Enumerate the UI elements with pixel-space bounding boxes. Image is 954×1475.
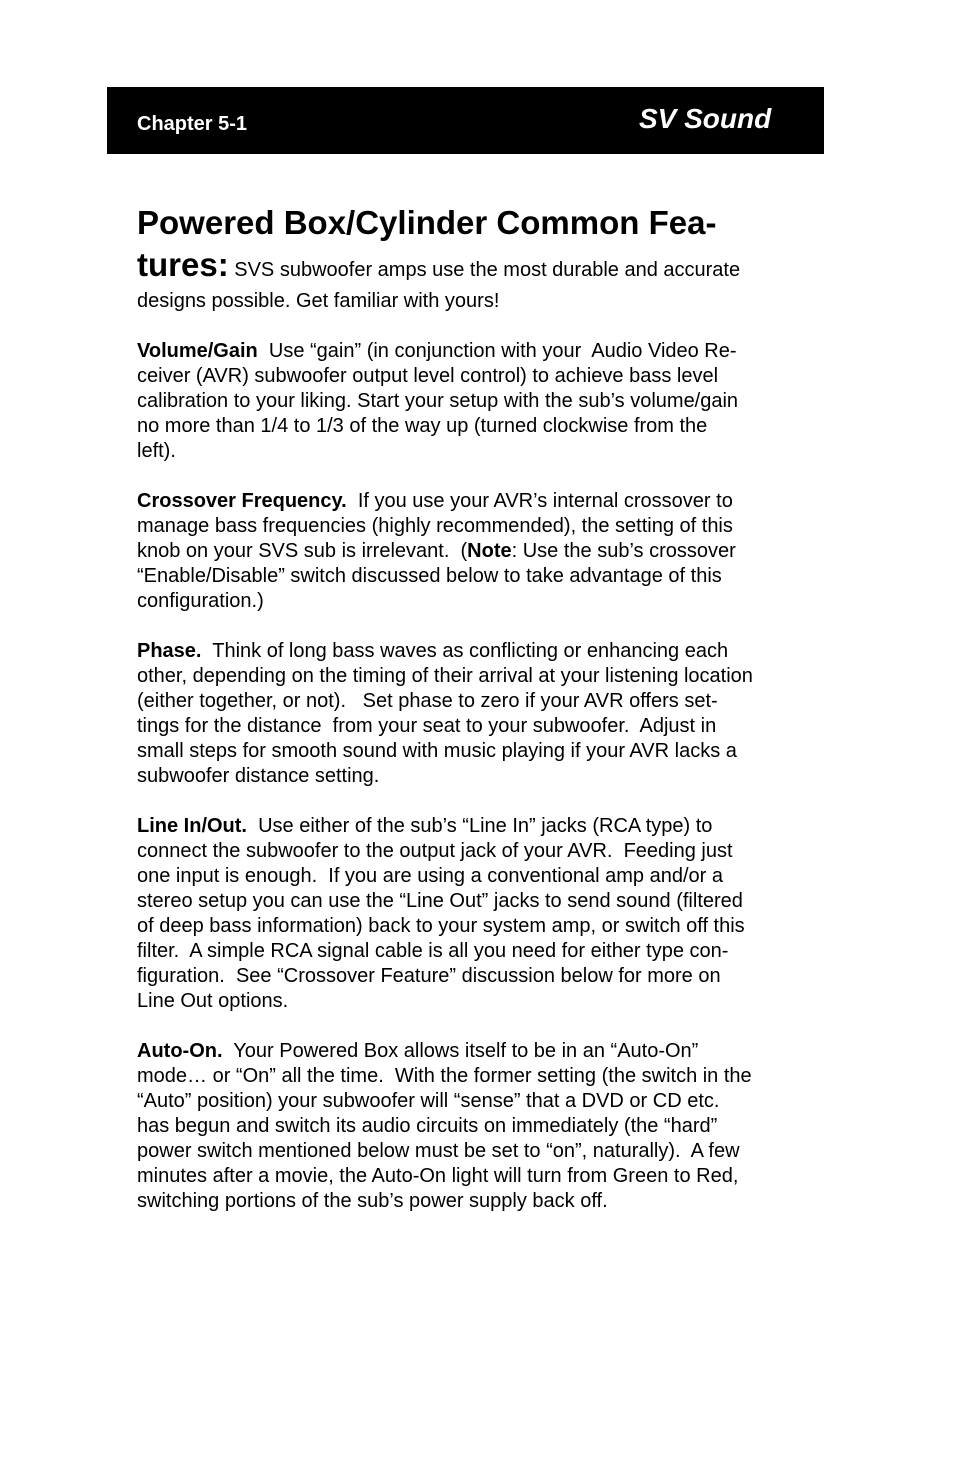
line-in-out-line-7: figuration. See “Crossover Feature” discussion below for more on bbox=[137, 965, 721, 987]
crossover-line-3 bbox=[137, 539, 817, 564]
crossover-line-2: manage bass frequencies (highly recommended), the setting of this bbox=[137, 515, 733, 537]
line-in-out-line-6: filter. A simple RCA signal cable is all you need for either type con- bbox=[137, 940, 729, 962]
auto-on-line-4: has begun and switch its audio circuits on immediately (the “hard” bbox=[137, 1115, 718, 1137]
intro-text: SVS subwoofer amps use the most durable and accurate bbox=[234, 259, 741, 281]
line-in-out-line-4: stereo setup you can use the “Line Out” jacks to send sound (filtered bbox=[137, 890, 743, 912]
intro-text-line: designs possible. Get familiar with yours! bbox=[137, 290, 500, 312]
auto-on-line-7: switching portions of the sub’s power supply back off. bbox=[137, 1190, 608, 1212]
line-in-out-line-3: one input is enough. If you are using a conventional amp and/or a bbox=[137, 865, 723, 887]
line-in-out-line-8: Line Out options. bbox=[137, 990, 289, 1012]
phase-line-6: subwoofer distance setting. bbox=[137, 765, 380, 787]
auto-on-text: Your Powered Box allows itself to be in an “Auto-On” bbox=[222, 1040, 699, 1062]
line-in-out-text: Use either of the sub’s “Line In” jacks (RCA type) to bbox=[247, 815, 713, 837]
line-in-out-line-1 bbox=[137, 814, 817, 839]
crossover-line-1 bbox=[137, 489, 817, 514]
section-line-in-out bbox=[137, 814, 817, 1014]
crossover-line-4: “Enable/Disable” switch discussed below to take advantage of this bbox=[137, 565, 722, 587]
page-title: Powered Box/Cylinder Common Fea- bbox=[137, 204, 717, 241]
volume-gain-text: Use “gain” (in conjunction with your Audio Video Re- bbox=[257, 340, 737, 362]
crossover-text-pre-note: knob on your SVS sub is irrelevant. ( bbox=[137, 540, 468, 562]
auto-on-term: Auto-On. bbox=[137, 1040, 223, 1062]
auto-on-line-2: mode… or “On” all the time. With the former setting (the switch in the bbox=[137, 1065, 752, 1087]
section-volume-gain bbox=[137, 339, 817, 464]
auto-on-line-1 bbox=[137, 1039, 817, 1064]
volume-gain-line-2: ceiver (AVR) subwoofer output level control) to achieve bass level bbox=[137, 365, 719, 387]
phase-line-3: (either together, or not). Set phase to zero if your AVR offers set- bbox=[137, 690, 718, 712]
phase-line-1 bbox=[137, 639, 817, 664]
title-continuation-line bbox=[137, 246, 817, 289]
auto-on-line-3: “Auto” position) your subwoofer will “sense” that a DVD or CD etc. bbox=[137, 1090, 720, 1112]
crossover-line-5: configuration.) bbox=[137, 590, 264, 612]
crossover-term: Crossover Frequency. bbox=[137, 490, 347, 512]
chapter-label: Chapter 5-1 bbox=[137, 113, 248, 135]
page-content bbox=[137, 200, 817, 1214]
chapter-header-bar bbox=[107, 87, 824, 154]
phase-text: Think of long bass waves as conflicting or enhancing each bbox=[201, 640, 729, 662]
brand-name: SV Sound bbox=[639, 103, 772, 134]
page-title-tail: tures: bbox=[137, 246, 229, 283]
phase-term: Phase. bbox=[137, 640, 202, 662]
section-phase bbox=[137, 639, 817, 789]
volume-gain-line-5: left). bbox=[137, 440, 176, 462]
section-auto-on bbox=[137, 1039, 817, 1214]
line-in-out-line-5: of deep bass information) back to your system amp, or switch off this bbox=[137, 915, 745, 937]
line-in-out-term: Line In/Out. bbox=[137, 815, 247, 837]
crossover-text: If you use your AVR’s internal crossover to bbox=[346, 490, 733, 512]
intro-block bbox=[137, 200, 817, 314]
volume-gain-term: Volume/Gain bbox=[137, 340, 258, 362]
auto-on-line-5: power switch mentioned below must be set to “on”, naturally). A few bbox=[137, 1140, 740, 1162]
volume-gain-line-4: no more than 1/4 to 1/3 of the way up (turned clockwise from the bbox=[137, 415, 708, 437]
phase-line-2: other, depending on the timing of their arrival at your listening location bbox=[137, 665, 753, 687]
auto-on-line-6: minutes after a movie, the Auto-On light will turn from Green to Red, bbox=[137, 1165, 739, 1187]
line-in-out-line-2: connect the subwoofer to the output jack of your AVR. Feeding just bbox=[137, 840, 733, 862]
section-crossover bbox=[137, 489, 817, 614]
note-term: Note bbox=[467, 540, 512, 562]
phase-line-5: small steps for smooth sound with music playing if your AVR lacks a bbox=[137, 740, 737, 762]
volume-gain-line-3: calibration to your liking. Start your setup with the sub’s volume/gain bbox=[137, 390, 739, 412]
volume-gain-line-1 bbox=[137, 339, 817, 364]
phase-line-4: tings for the distance from your seat to your subwoofer. Adjust in bbox=[137, 715, 717, 737]
crossover-text-post-note: : Use the sub’s crossover bbox=[511, 540, 736, 562]
